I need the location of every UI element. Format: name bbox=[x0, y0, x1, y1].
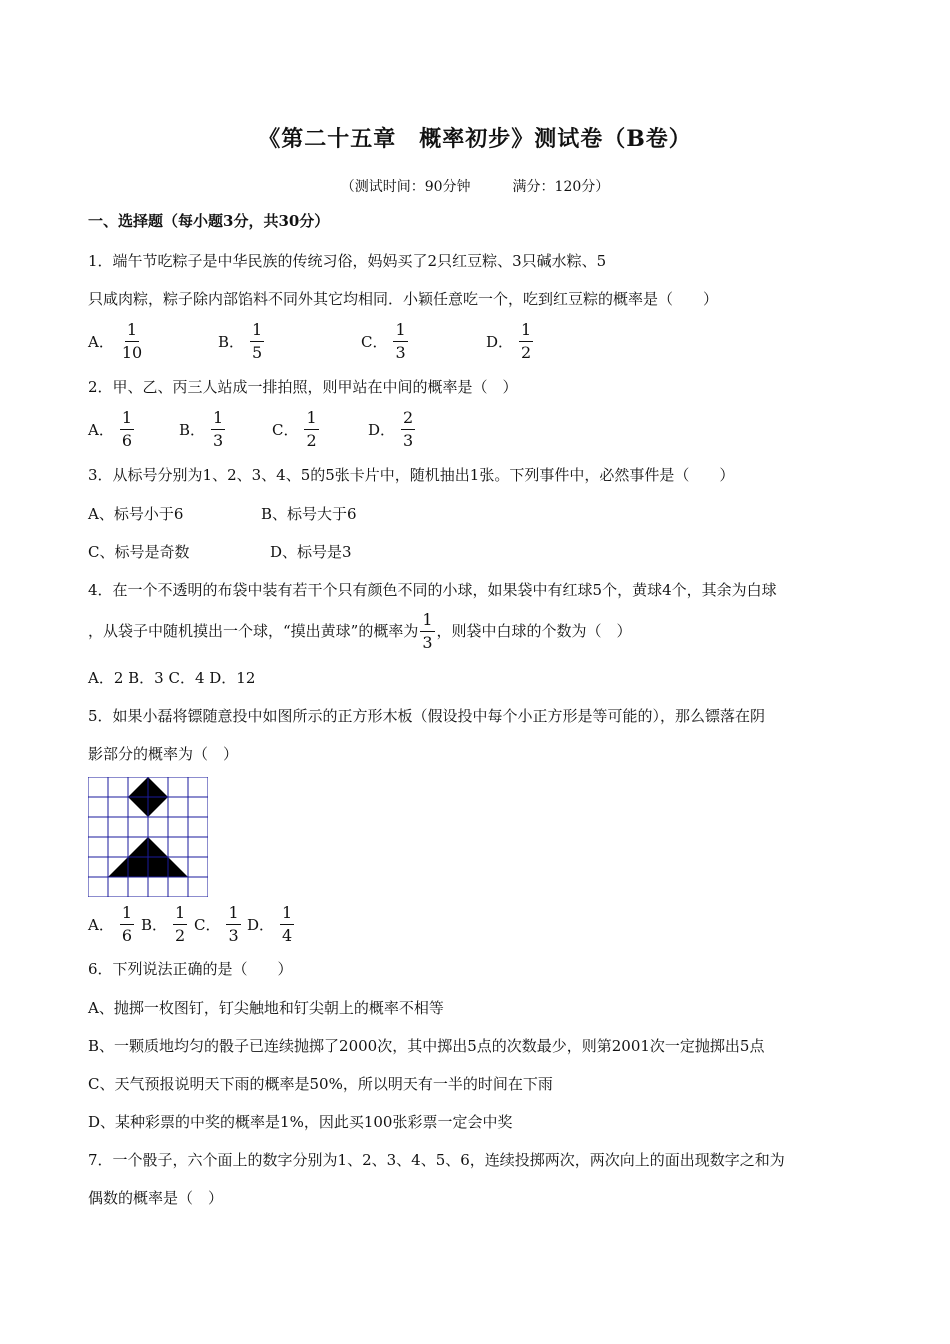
fraction-denominator: 4 bbox=[282, 926, 293, 945]
q5-option-a bbox=[88, 905, 141, 944]
option-label: D． bbox=[486, 333, 514, 351]
q5-options bbox=[88, 905, 294, 944]
fraction-numerator: 1 bbox=[226, 905, 240, 925]
fraction-denominator: 3 bbox=[403, 431, 414, 450]
q2-option-b bbox=[179, 410, 272, 449]
q5-option-b bbox=[141, 905, 194, 944]
fraction-numerator: 1 bbox=[393, 322, 407, 342]
fraction bbox=[250, 322, 264, 361]
q2-option-a bbox=[88, 410, 179, 449]
exam-info: （测试时间：90分钟 满分：120分） bbox=[340, 179, 610, 195]
fraction-numerator: 1 bbox=[519, 322, 533, 342]
fraction-numerator: 1 bbox=[120, 410, 134, 430]
option-label: B． bbox=[218, 333, 245, 351]
q5-text-line1: 5．如果小磊将镖随意投中如图所示的正方形木板（假设投中每个小正方形是等可能的），那么镖落在阴 bbox=[88, 707, 766, 725]
fraction bbox=[401, 410, 415, 449]
q4-text-part2: ，则袋中白球的个数为（ ） bbox=[436, 622, 632, 640]
q1-option-a bbox=[88, 322, 218, 361]
fraction-denominator: 2 bbox=[521, 343, 532, 362]
fraction-denominator: 3 bbox=[228, 926, 239, 945]
q2-option-c bbox=[272, 410, 368, 449]
q2-options bbox=[88, 410, 415, 449]
fraction-denominator: 6 bbox=[121, 926, 133, 945]
section-heading: 一、选择题（每小题3分，共30分） bbox=[88, 212, 330, 230]
q3-option-b: B、标号大于6 bbox=[261, 505, 357, 523]
fraction-numerator: 1 bbox=[304, 410, 318, 430]
q2-text: 2．甲、乙、丙三人站成一排拍照，则甲站在中间的概率是（ ） bbox=[88, 378, 518, 396]
q3-option-c: C、标号是奇数 bbox=[88, 543, 190, 561]
fraction-denominator: 3 bbox=[422, 633, 433, 652]
q4-options: A．2 B．3 C．4 D．12 bbox=[88, 669, 256, 687]
option-label: C． bbox=[272, 421, 299, 439]
q5-text-line2: 影部分的概率为（ ） bbox=[88, 745, 239, 763]
option-label: C． bbox=[194, 916, 221, 934]
fraction bbox=[519, 322, 533, 361]
q1-text-line1: 1．端午节吃粽子是中华民族的传统习俗，妈妈买了2只红豆粽、3只碱水粽、5 bbox=[88, 252, 607, 270]
q6-option-d: D、某种彩票的中奖的概率是1%，因此买100张彩票一定会中奖 bbox=[88, 1113, 513, 1131]
q5-option-c bbox=[194, 905, 247, 944]
fraction bbox=[120, 905, 134, 944]
fraction-denominator: 2 bbox=[306, 431, 317, 450]
q2-option-d bbox=[368, 410, 415, 449]
q6-option-b: B、一颗质地均匀的骰子已连续抛掷了2000次，其中掷出5点的次数最少，则第2001次一定抛掷出5点 bbox=[88, 1037, 765, 1055]
fraction-denominator: 3 bbox=[395, 343, 406, 362]
q5-option-d bbox=[247, 905, 294, 944]
q1-text-line2: 只咸肉粽，粽子除内部馅料不同外其它均相同．小颖任意吃一个，吃到红豆粽的概率是（ ） bbox=[88, 290, 719, 308]
q3-text: 3．从标号分别为1、2、3、4、5的5张卡片中，随机抽出1张。下列事件中，必然事件是（ ） bbox=[88, 466, 735, 484]
fraction bbox=[120, 322, 144, 361]
option-label: B． bbox=[141, 916, 168, 934]
fraction-numerator: 1 bbox=[120, 905, 134, 925]
fraction-numerator: 1 bbox=[420, 612, 434, 632]
fraction-numerator: 1 bbox=[173, 905, 187, 925]
fraction-denominator: 6 bbox=[121, 431, 133, 450]
fraction bbox=[226, 905, 240, 944]
fraction-numerator: 1 bbox=[211, 410, 225, 430]
q7-text-line1: 7．一个骰子，六个面上的数字分别为1、2、3、4、5、6，连续投掷两次，两次向上的面出现数字之和为 bbox=[88, 1151, 785, 1169]
option-label: D． bbox=[247, 916, 275, 934]
q3-option-d: D、标号是3 bbox=[270, 543, 352, 561]
fraction bbox=[211, 410, 225, 449]
q1-option-b bbox=[218, 322, 361, 361]
option-label: D． bbox=[368, 421, 396, 439]
q1-option-c bbox=[361, 322, 486, 361]
q6-text: 6．下列说法正确的是（ ） bbox=[88, 960, 293, 978]
q7-text-line2: 偶数的概率是（ ） bbox=[88, 1189, 224, 1207]
grid-lines bbox=[88, 777, 208, 897]
fraction-denominator: 5 bbox=[252, 343, 263, 362]
fraction-numerator: 2 bbox=[401, 410, 415, 430]
fraction bbox=[173, 905, 187, 944]
fraction-denominator: 2 bbox=[175, 926, 186, 945]
q1-option-d bbox=[486, 322, 533, 361]
q4-text-line2 bbox=[88, 612, 632, 651]
dartboard-grid-figure bbox=[88, 777, 208, 897]
option-label: A． bbox=[88, 916, 114, 934]
fraction bbox=[280, 905, 294, 944]
option-label: C． bbox=[361, 333, 388, 351]
fraction-numerator: 1 bbox=[250, 322, 264, 342]
fraction-numerator: 1 bbox=[125, 322, 139, 342]
q3-option-a: A、标号小于6 bbox=[88, 505, 184, 523]
q6-option-c: C、天气预报说明天下雨的概率是50%，所以明天有一半的时间在下雨 bbox=[88, 1075, 553, 1093]
fraction bbox=[304, 410, 318, 449]
q6-option-a: A、抛掷一枚图钉，钉尖触地和钉尖朝上的概率不相等 bbox=[88, 999, 444, 1017]
fraction bbox=[420, 612, 434, 651]
page-title: 《第二十五章 概率初步》测试卷（B卷） bbox=[258, 126, 692, 152]
fraction-denominator: 3 bbox=[213, 431, 224, 450]
fraction-numerator: 1 bbox=[280, 905, 294, 925]
option-label: A． bbox=[88, 333, 114, 351]
fraction-denominator: 10 bbox=[121, 343, 143, 362]
fraction bbox=[120, 410, 134, 449]
q4-text-part1: ，从袋子中随机摸出一个球，“摸出黄球”的概率为 bbox=[88, 622, 419, 640]
q4-text-line1: 4．在一个不透明的布袋中装有若干个只有颜色不同的小球，如果袋中有红球5个，黄球4个，其余为白球 bbox=[88, 581, 777, 599]
fraction bbox=[393, 322, 407, 361]
q1-options bbox=[88, 322, 533, 361]
option-label: A． bbox=[88, 421, 114, 439]
option-label: B． bbox=[179, 421, 206, 439]
